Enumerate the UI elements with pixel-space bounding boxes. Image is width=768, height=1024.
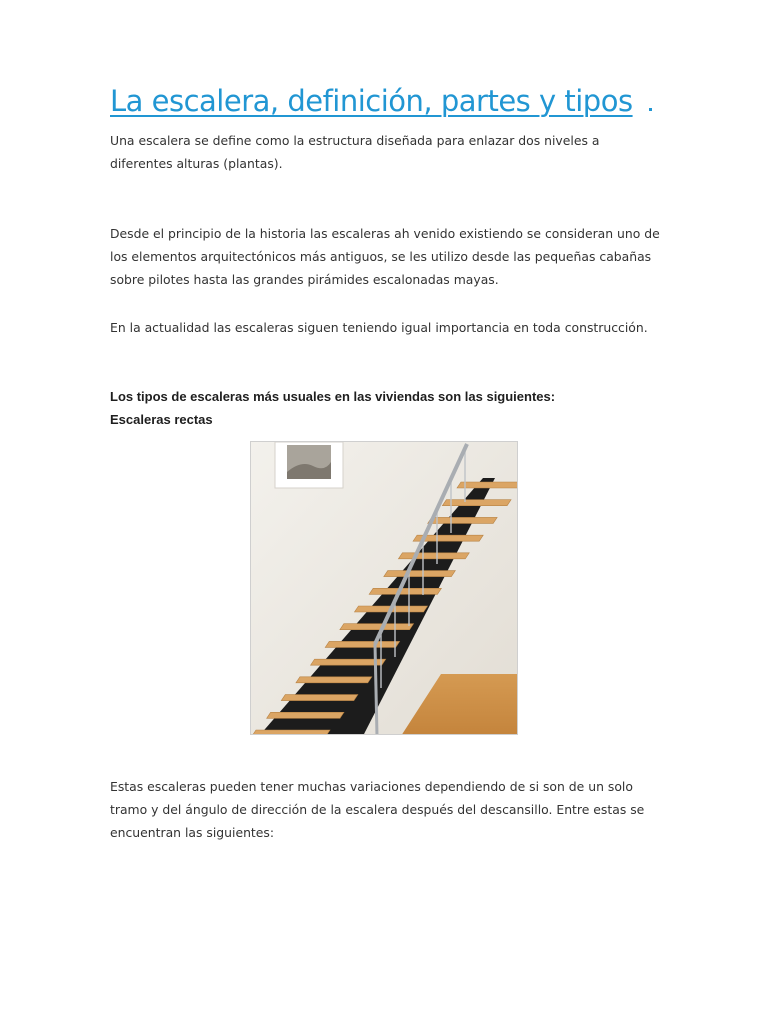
handrail-end-post — [375, 644, 377, 735]
stair-tread — [442, 500, 511, 506]
stair-tread — [384, 571, 456, 577]
stair-tread — [296, 677, 372, 683]
paragraph-history: Desde el principio de la historia las escaleras ah venido existiendo se consideran uno de los elementos arquitectónicos más antiguos, se les utilizo desde las pequeñas cabañas sobre pilotes hasta las grandes pirámides escalonadas mayas. — [110, 226, 660, 287]
stair-tread — [267, 712, 344, 718]
stair-tread — [398, 553, 469, 559]
stair-tread — [428, 517, 497, 523]
paragraph-current: En la actualidad las escaleras siguen teniendo igual importancia en toda construcción. — [110, 320, 648, 335]
wall-picture — [275, 442, 343, 488]
stair-tread — [325, 641, 399, 647]
page-title[interactable]: La escalera, definición, partes y tipos — [110, 84, 633, 118]
staircase-illustration — [251, 442, 518, 735]
title-trailing-dot — [649, 108, 652, 111]
stair-tread — [369, 588, 441, 594]
stair-tread — [281, 695, 358, 701]
heading-stair-types: Los tipos de escaleras más usuales en las viviendas son las siguientes: — [110, 389, 556, 404]
straight-staircase-photo — [250, 441, 518, 735]
stair-tread — [252, 730, 330, 735]
stair-tread — [457, 482, 518, 488]
paragraph-definition: Una escalera se define como la estructura diseñada para enlazar dos niveles a diferentes alturas (plantas). — [110, 133, 600, 171]
heading-straight-stairs: Escaleras rectas — [110, 412, 213, 427]
paragraph-variations: Estas escaleras pueden tener muchas variaciones dependiendo de si son de un solo tramo y del ángulo de dirección de la escalera después del descansillo. Entre estas se encuentran las siguientes: — [110, 779, 645, 840]
stair-tread — [340, 624, 414, 630]
